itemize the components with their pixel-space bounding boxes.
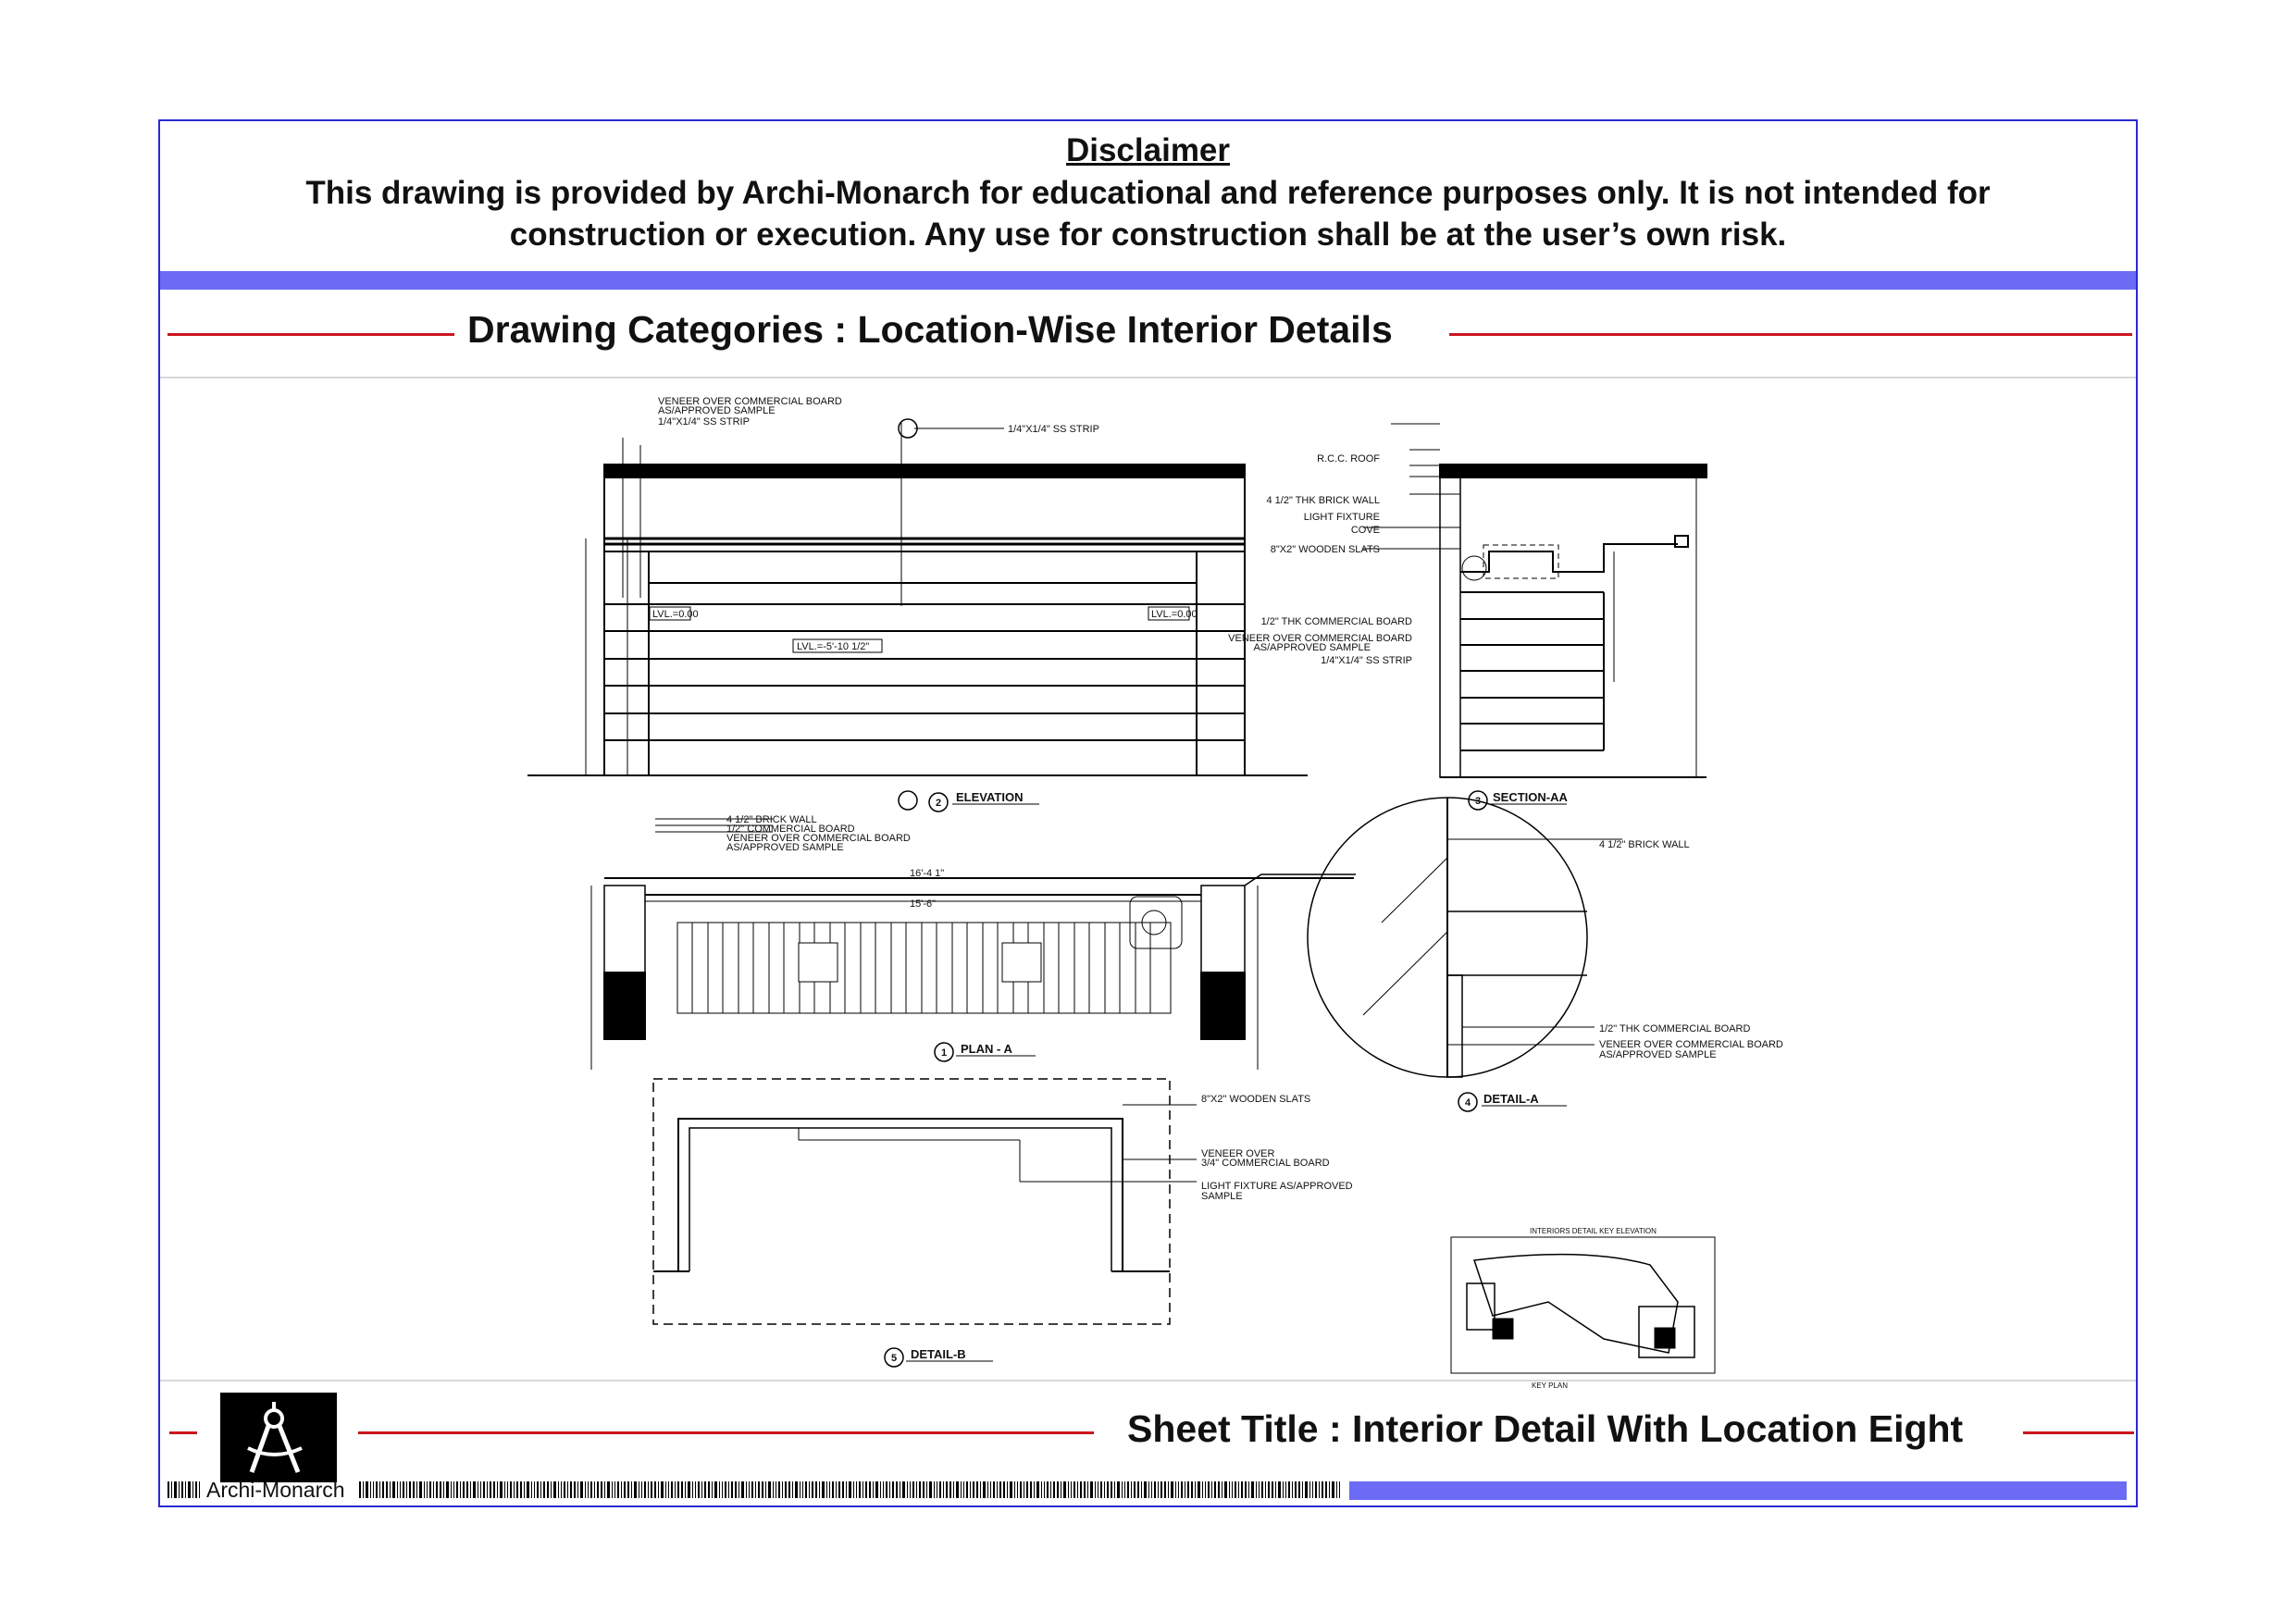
detail-a-drawing — [1308, 798, 1587, 1111]
disclaimer-title: Disclaimer — [1065, 132, 1231, 168]
plan-note-brick: 4 1/2" BRICK WALL — [726, 814, 817, 825]
detail-a-note-board: 1/2" THK COMMERCIAL BOARD — [1599, 1023, 1751, 1035]
archi-monarch-logo — [220, 1393, 337, 1482]
detail-b-note-light: LIGHT FIXTURE AS/APPROVED — [1201, 1181, 1353, 1192]
brand-name: Archi-Monarch — [206, 1478, 345, 1502]
elev-level-left: LVL.=0.00 — [652, 609, 699, 620]
footer-rule-right — [2023, 1431, 2134, 1434]
sec-note-slats: 8"X2" WOODEN SLATS — [1270, 544, 1380, 555]
key-plan-title: INTERIORS DETAIL KEY ELEVATION — [1530, 1227, 1657, 1235]
footer-rule-middle — [358, 1431, 1094, 1434]
category-rule-right — [1449, 333, 2132, 336]
elev-note-veneer: VENEER OVER COMMERCIAL BOARD — [658, 396, 842, 407]
elev-note-strip-2: 1/4"X1/4" SS STRIP — [1008, 424, 1099, 435]
barcode-strip — [359, 1480, 1340, 1500]
key-plan-label: KEY PLAN — [1532, 1381, 1568, 1390]
sheet-frame — [158, 119, 2138, 1507]
section-label: SECTION-AA — [1493, 790, 1568, 804]
plan-note-veneer: VENEER OVER COMMERCIAL BOARD — [726, 833, 911, 844]
section-aa-drawing — [1440, 465, 1706, 810]
plan-dim-inner: 15'-6" — [910, 898, 937, 910]
disclaimer-text — [216, 172, 2080, 255]
sec-note-light: LIGHT FIXTURE — [1303, 512, 1380, 523]
title-block — [160, 1380, 2136, 1509]
key-plan-drawing — [1451, 1237, 1715, 1373]
header-blue-bar — [160, 271, 2136, 290]
category-row — [160, 290, 2136, 378]
sec-note-veneer: VENEER OVER COMMERCIAL BOARD — [1228, 633, 1412, 644]
detail-b-label: DETAIL-B — [911, 1347, 966, 1361]
plan-a-drawing — [591, 874, 1356, 1070]
plan-note-approved: AS/APPROVED SAMPLE — [726, 842, 844, 853]
footer-blue-bar — [1349, 1481, 2127, 1500]
elevation-label: ELEVATION — [956, 790, 1024, 804]
disclaimer-line-1: This drawing is provided by Archi-Monarch for educational and reference purposes only. It is not intended for — [305, 175, 1991, 211]
detail-a-note-approved: AS/APPROVED SAMPLE — [1599, 1049, 1717, 1060]
sec-note-strip: 1/4"X1/4" SS STRIP — [1321, 655, 1412, 666]
plan-note-board: 1/2" COMMERCIAL BOARD — [726, 824, 855, 835]
elev-level-right: LVL.=0.00 — [1151, 609, 1198, 620]
detail-b-drawing — [653, 1079, 1197, 1367]
plan-tag: 1 — [940, 1047, 948, 1059]
detail-a-note-brick: 4 1/2" BRICK WALL — [1599, 839, 1690, 850]
elev-note-approved: AS/APPROVED SAMPLE — [658, 405, 776, 416]
detail-b-note-veneer: VENEER OVER — [1201, 1148, 1275, 1159]
detail-b-note-board: 3/4" COMMERCIAL BOARD — [1201, 1158, 1330, 1169]
detail-a-tag: 4 — [1464, 1097, 1471, 1109]
elev-note-strip-1: 1/4"X1/4" SS STRIP — [658, 416, 750, 427]
elevation-tag: 2 — [935, 798, 942, 809]
sec-note-brick: 4 1/2" THK BRICK WALL — [1266, 495, 1380, 506]
elev-level-center: LVL.=-5'-10 1/2" — [797, 641, 870, 652]
section-tag: 3 — [1474, 796, 1482, 807]
category-rule-left — [168, 333, 454, 336]
plan-label: PLAN - A — [961, 1042, 1012, 1056]
sec-note-approved: AS/APPROVED SAMPLE — [1253, 642, 1371, 653]
category-title: Drawing Categories : Location-Wise Interior Details — [467, 308, 1393, 351]
detail-a-note-veneer: VENEER OVER COMMERCIAL BOARD — [1599, 1039, 1783, 1050]
detail-b-tag: 5 — [890, 1353, 898, 1364]
detail-b-note-slats: 8"X2" WOODEN SLATS — [1201, 1094, 1311, 1105]
drawing-area — [160, 377, 2136, 1390]
disclaimer-block — [160, 121, 2136, 271]
detail-b-note-sample: SAMPLE — [1201, 1191, 1243, 1202]
compass-icon — [220, 1393, 337, 1482]
sec-note-cove: COVE — [1350, 525, 1380, 536]
plan-dim-overall: 16'-4 1" — [910, 868, 945, 879]
footer-rule-left — [169, 1431, 197, 1434]
barcode-left — [168, 1480, 205, 1500]
disclaimer-line-2: construction or execution. Any use for construction shall be at the user’s own risk. — [509, 217, 1787, 253]
sec-note-board: 1/2" THK COMMERCIAL BOARD — [1260, 616, 1412, 627]
detail-a-label: DETAIL-A — [1483, 1092, 1539, 1106]
sheet-title: Sheet Title : Interior Detail With Location Eight — [1127, 1407, 1964, 1450]
sec-note-roof: R.C.C. ROOF — [1317, 453, 1380, 465]
